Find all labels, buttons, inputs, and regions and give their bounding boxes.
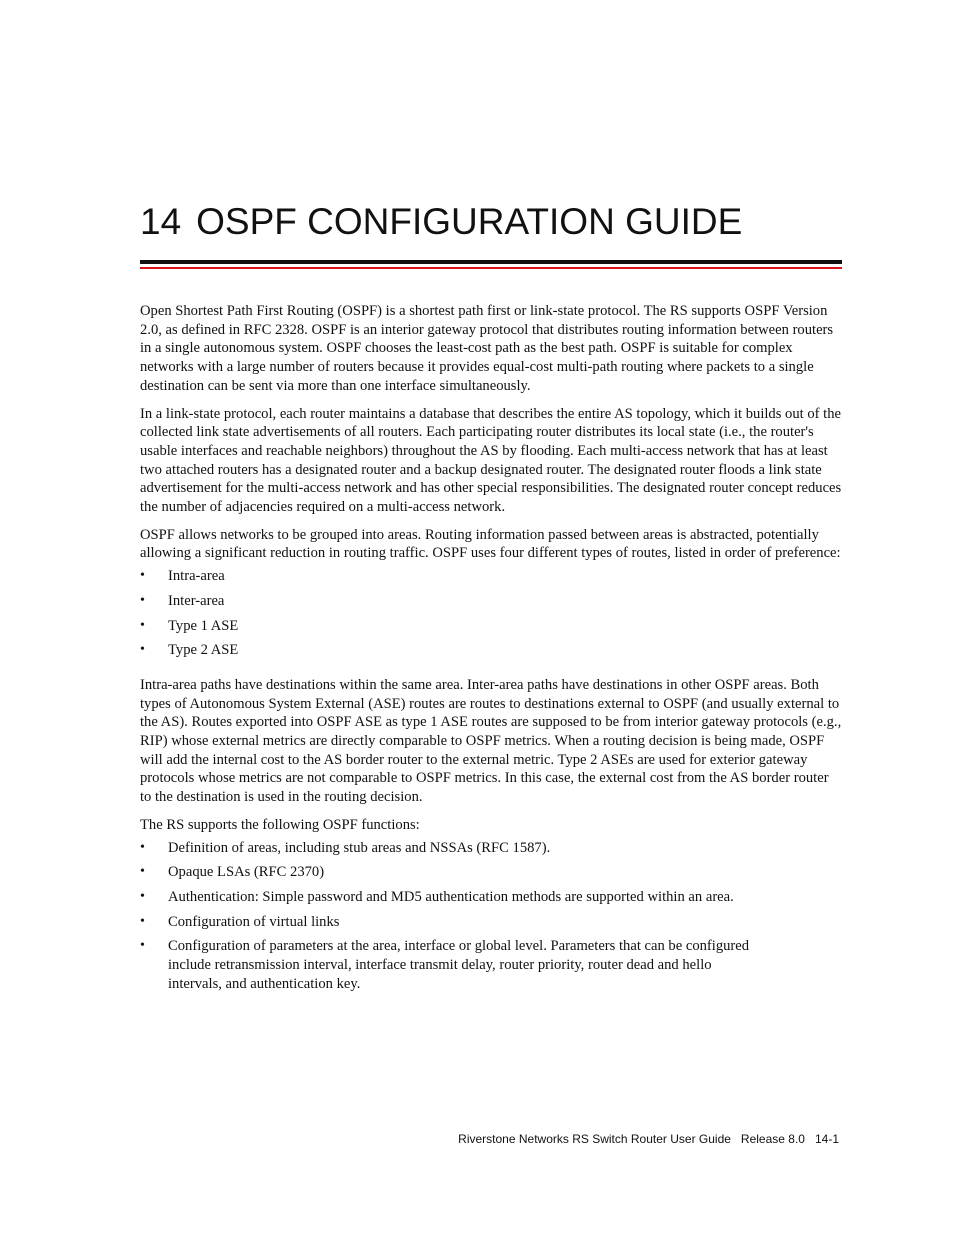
bullet-icon: •: [140, 642, 145, 658]
footer-guide-title: Riverstone Networks RS Switch Router User Guide: [458, 1132, 731, 1146]
paragraph-areas: OSPF allows networks to be grouped into areas. Routing information passed between areas is abstracted, potentially allowing a significant reduction in routing traffic. OSPF uses four different types of routes, listed in order of preference:: [140, 526, 841, 562]
paragraph-link-state: In a link-state protocol, each router maintains a database that describes the entire AS topology, which it builds out of the collected link state advertisements of all routers. Each participating router distributes its local state (i.e., the router's usable interfaces and reachable neighbors) throughout the AS by flooding. Each multi-access network that has at least two attached routers has a designated router and a backup designated router. The designated router floods a link state advertisement for the multi-access network and has other special responsibilities. The designated router concept reduces the number of adjacencies required on a multi-access network.: [140, 405, 842, 516]
list-item: • Type 2 ASE: [140, 642, 239, 659]
chapter-title: [140, 200, 842, 244]
chapter-title-text: OSPF CONFIGURATION GUIDE: [196, 201, 743, 242]
list-item: • Intra-area: [140, 568, 225, 585]
page-footer: [140, 1131, 839, 1147]
list-item: • Type 1 ASE: [140, 617, 239, 634]
route-types-list: [140, 567, 842, 660]
title-rule-red: [140, 267, 842, 269]
title-rule-black: [140, 260, 842, 264]
paragraph-functions-intro: The RS supports the following OSPF functions:: [140, 816, 420, 833]
footer-page-number: 14-1: [814, 1132, 839, 1146]
functions-list: [140, 839, 842, 994]
footer-release: Release 8.0: [740, 1132, 805, 1146]
body-content: [140, 302, 842, 1004]
list-item: • Configuration of virtual links: [140, 913, 340, 930]
list-item: • Opaque LSAs (RFC 2370): [140, 864, 325, 881]
list-item: • Inter-area: [140, 592, 225, 609]
list-item: • Configuration of parameters at the area, interface or global level. Parameters that can be configured include retransmission interval, interface transmit delay, router priority, router dead and hello intervals, and authentication key.: [140, 938, 750, 992]
bullet-icon: •: [140, 839, 145, 855]
bullet-icon: •: [140, 592, 145, 608]
bullet-icon: •: [140, 888, 145, 904]
bullet-icon: •: [140, 913, 145, 929]
list-item: • Definition of areas, including stub areas and NSSAs (RFC 1587).: [140, 839, 551, 856]
chapter-number: 14: [140, 201, 182, 242]
list-item: • Authentication: Simple password and MD5 authentication methods are supported within an area.: [140, 888, 734, 905]
paragraph-path-types: Intra-area paths have destinations within the same area. Inter-area paths have destinations in other OSPF areas. Both types of Autonomous System External (ASE) routes are routes to destinations external to OSPF (and usually external to the AS). Routes exported into OSPF ASE as type 1 ASE routes are supposed to be from interior gateway protocols (e.g., RIP) whose external metrics are directly comparable to OSPF metrics. When a routing decision is being made, OSPF will add the internal cost to the AS border router to the external metric. Type 2 ASEs are used for exterior gateway protocols whose metrics are not comparable to OSPF metrics. In this case, the external cost from the AS border router to the destination is used in the routing decision.: [140, 676, 842, 806]
paragraph-intro: Open Shortest Path First Routing (OSPF) is a shortest path first or link-state protocol. The RS supports OSPF Version 2.0, as defined in RFC 2328. OSPF is an interior gateway protocol that distributes routing information between routers in a single autonomous system. OSPF chooses the least-cost path as the best path. OSPF is suitable for complex networks with a large number of routers because it provides equal-cost multi-path routing where packets to a single destination can be sent via more than one interface simultaneously.: [140, 303, 834, 394]
bullet-icon: •: [140, 864, 145, 880]
bullet-icon: •: [140, 617, 145, 633]
bullet-icon: •: [140, 938, 145, 954]
bullet-icon: •: [140, 568, 145, 584]
